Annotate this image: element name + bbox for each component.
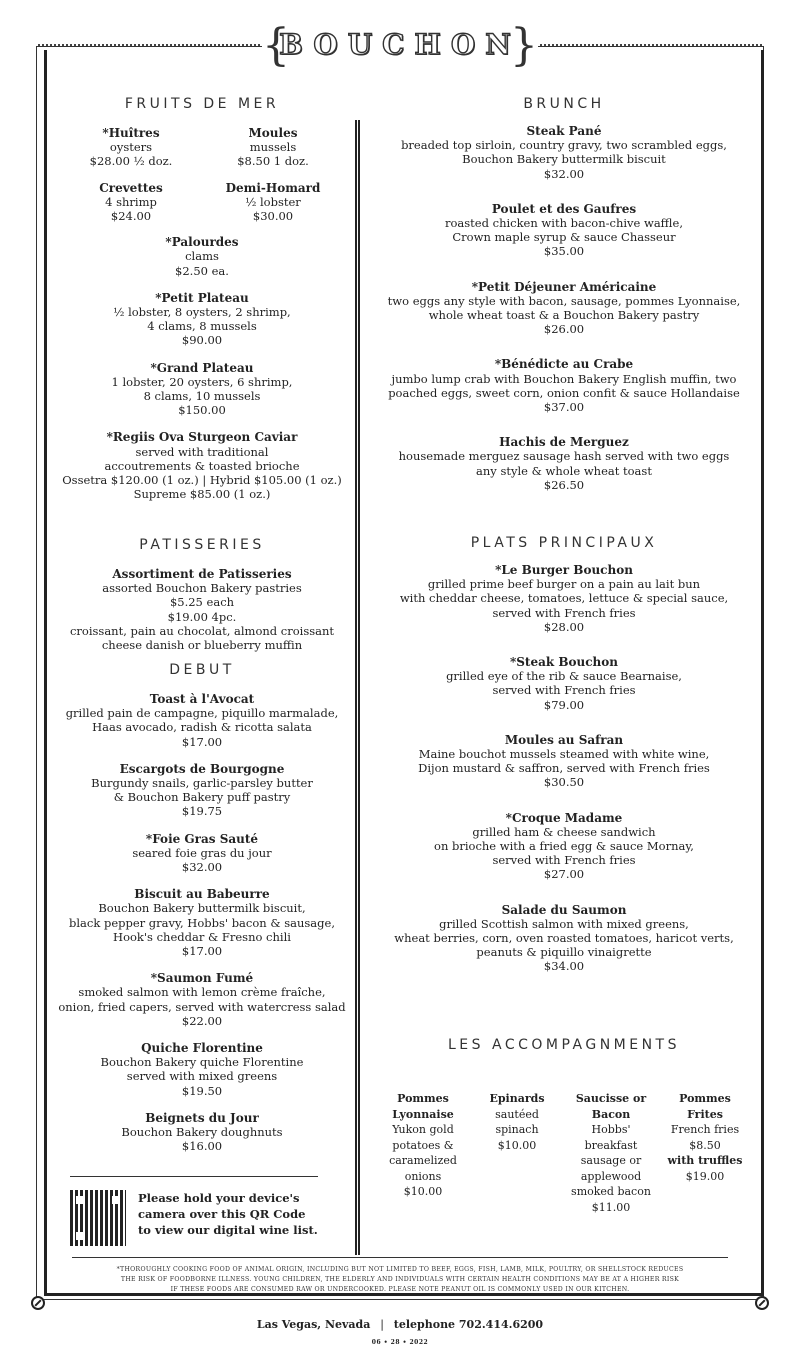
- menu-item-detail: grilled pain de campagne, piquillo marmalade,: [65, 706, 339, 721]
- menu-item-detail: 1 lobster, 20 oysters, 6 shrimp,: [111, 374, 293, 389]
- side-dish-detail: $10.00: [497, 1138, 537, 1152]
- side-dish-detail: caramelized: [389, 1154, 457, 1167]
- menu-item-detail: $27.00: [543, 867, 585, 882]
- footer-phone[interactable]: telephone 702.414.6200: [393, 1318, 544, 1331]
- menu-item-name: Demi-Homard: [225, 180, 321, 195]
- menu-item-name: Beignets du Jour: [145, 1110, 259, 1125]
- fruits-de-mer-items: [54, 235, 350, 501]
- menu-item-detail: $90.00: [181, 333, 223, 348]
- side-dish-detail: sausage or: [580, 1154, 642, 1167]
- menu-item-name: Escargots de Bourgogne: [119, 761, 285, 776]
- menu-item-detail: $28.00 ½ doz.: [89, 154, 173, 169]
- debut-section: [54, 662, 350, 1166]
- menu-item-detail: Maine bouchot mussels steamed with white wine,: [418, 747, 710, 762]
- menu-item-detail: two eggs any style with bacon, sausage, pommes Lyonnaise,: [387, 293, 741, 308]
- top-dotted-rule-right: [536, 44, 762, 46]
- footer-separator: |: [380, 1318, 384, 1331]
- corner-ornament-right: [755, 1296, 769, 1310]
- menu-item-detail: ½ lobster: [245, 194, 301, 209]
- menu-item-name: Quiche Florentine: [141, 1041, 263, 1056]
- menu-item: [54, 762, 350, 819]
- menu-item: [374, 563, 754, 634]
- menu-title-block: [262, 22, 538, 72]
- right-brace-ornament: }: [510, 20, 538, 71]
- menu-item-detail: $17.00: [181, 734, 223, 749]
- menu-item-pair: [54, 181, 350, 224]
- menu-item-name: Salade du Saumon: [501, 902, 627, 917]
- fruits-de-mer-pairs: [54, 126, 350, 223]
- menu-item-detail: peanuts & piquillo vinaigrette: [476, 945, 652, 960]
- side-dish-detail: spinach: [495, 1123, 539, 1136]
- menu-item-detail: $26.50: [543, 477, 585, 492]
- side-dish-extra: with truffles: [667, 1154, 743, 1167]
- section-heading-brunch: BRUNCH: [523, 96, 605, 112]
- menu-item-detail: Bouchon Bakery quiche Florentine: [100, 1055, 304, 1070]
- menu-item-detail: 8 clams, 10 mussels: [143, 389, 261, 404]
- qr-code-icon[interactable]: [70, 1190, 126, 1246]
- qr-text-line: camera over this QR Code: [138, 1207, 306, 1221]
- menu-item-detail: black pepper gravy, Hobbs' bacon & sausage,: [69, 915, 335, 930]
- menu-item-name: *Huîtres: [102, 126, 160, 140]
- side-dish-detail: Yukon gold: [392, 1123, 454, 1136]
- menu-item: [374, 903, 754, 974]
- menu-item-detail: $19.75: [181, 804, 223, 819]
- menu-item-detail: $5.25 each: [169, 595, 235, 610]
- menu-item: [374, 655, 754, 712]
- side-dish-detail: French fries: [670, 1123, 740, 1136]
- menu-item: [218, 126, 328, 169]
- menu-item-name: *Petit Déjeuner Américaine: [471, 279, 657, 294]
- menu-item-detail: $19.00 4pc.: [167, 609, 237, 624]
- menu-item: [54, 692, 350, 749]
- menu-item-detail: Burgundy snails, garlic-parsley butter: [91, 776, 313, 791]
- menu-item: [374, 357, 754, 414]
- side-dish-detail: $8.50: [689, 1138, 721, 1152]
- side-dish-name: Pommes: [397, 1092, 449, 1105]
- disclaimer-line: *THOROUGHLY COOKING FOOD OF ANIMAL ORIGIN, INCLUDING BUT NOT LIMITED TO BEEF, EGGS, FISH, LAMB, MILK, POULTRY, OR SHELLSTOCK REDUCES: [116, 1266, 684, 1273]
- menu-item-detail: jumbo lump crab with Bouchon Bakery English muffin, two: [391, 371, 737, 386]
- menu-item-detail: Hook's cheddar & Fresno chili: [113, 929, 291, 944]
- menu-item-detail: $24.00: [110, 209, 152, 224]
- disclaimer-line: THE RISK OF FOODBORNE ILLNESS. YOUNG CHILDREN, THE ELDERLY AND INDIVIDUALS WITH CERTAIN HEALTH CONDITIONS MAY BE AT A HIGHER RISK: [120, 1275, 680, 1283]
- menu-item-detail: $32.00: [181, 860, 223, 875]
- menu-item-detail: Crown maple syrup & sauce Chasseur: [452, 230, 676, 245]
- side-dish-name: Lyonnaise: [392, 1107, 454, 1121]
- menu-item-detail: onion, fried capers, served with watercress salad: [58, 999, 346, 1014]
- side-dish-detail: applewood: [580, 1169, 642, 1183]
- menu-item-detail: $2.50 ea.: [175, 263, 229, 278]
- menu-item-detail: wheat berries, corn, oven roasted tomatoes, haricot verts,: [394, 931, 734, 946]
- menu-item-detail: ½ lobster, 8 oysters, 2 shrimp,: [113, 305, 291, 320]
- side-dish-detail: onions: [404, 1169, 442, 1183]
- menu-item-detail: Haas avocado, radish & ricotta salata: [92, 720, 312, 735]
- menu-item-detail: served with French fries: [492, 605, 636, 620]
- menu-item: [54, 971, 350, 1028]
- menu-item-detail: Supreme $85.00 (1 oz.): [133, 487, 271, 502]
- menu-item-detail: $8.50 1 doz.: [237, 154, 309, 169]
- disclaimer-line: IF THESE FOODS ARE CONSUMED RAW OR UNDERCOOKED. PLEASE NOTE PEANUT OIL IS COMMONLY USED IN OUR KITCHEN.: [170, 1285, 630, 1293]
- top-dotted-rule-left: [38, 44, 264, 46]
- menu-item-detail: Dijon mustard & saffron, served with French fries: [418, 761, 710, 776]
- side-dish: [662, 1091, 748, 1215]
- restaurant-title: BOUCHON: [279, 28, 521, 61]
- menu-item-detail: served with mixed greens: [126, 1069, 278, 1084]
- footer-location: Las Vegas, Nevada: [256, 1318, 371, 1331]
- menu-item: [76, 126, 186, 169]
- menu-item-detail: $17.00: [181, 944, 223, 959]
- menu-item-detail: $37.00: [543, 400, 585, 415]
- menu-item-detail: $28.00: [543, 619, 585, 634]
- section-heading-accompagnments: LES ACCOMPAGNMENTS: [448, 1037, 680, 1053]
- plats-section: [374, 535, 754, 995]
- menu-item-detail: Bouchon Bakery buttermilk biscuit: [462, 152, 666, 167]
- menu-item: [374, 733, 754, 790]
- menu-item-detail: with cheddar cheese, tomatoes, lettuce & special sauce,: [399, 591, 729, 606]
- menu-item-detail: $26.00: [543, 322, 585, 337]
- plats-items: [374, 563, 754, 974]
- section-heading-debut: DEBUT: [169, 662, 235, 678]
- right-column: [374, 96, 754, 513]
- menu-item: [54, 832, 350, 875]
- menu-item-detail: Bouchon Bakery doughnuts: [121, 1125, 283, 1140]
- menu-item-name: *Petit Plateau: [155, 290, 249, 305]
- menu-item-name: Crevettes: [99, 180, 163, 195]
- menu-item: [54, 235, 350, 278]
- menu-item: [54, 887, 350, 958]
- left-column: [54, 96, 350, 514]
- menu-item-detail: grilled ham & cheese sandwich: [472, 824, 656, 839]
- menu-item: [54, 1111, 350, 1154]
- menu-item-detail: 4 shrimp: [105, 194, 157, 209]
- column-divider: [355, 120, 360, 1255]
- side-dish: [568, 1091, 654, 1215]
- side-dish-detail: breakfast: [584, 1138, 638, 1152]
- menu-item-detail: $35.00: [543, 244, 585, 259]
- menu-item: [218, 181, 328, 224]
- menu-item-detail: seared foie gras du jour: [132, 845, 272, 860]
- menu-item-detail: grilled prime beef burger on a pain au lait bun: [427, 577, 701, 592]
- menu-item-name: *Grand Plateau: [150, 360, 254, 375]
- menu-item-detail: on brioche with a fried egg & sauce Mornay,: [434, 839, 694, 854]
- menu-item-detail: $30.50: [543, 775, 585, 790]
- menu-item: [54, 567, 350, 652]
- section-heading-patisseries: PATISSERIES: [139, 537, 265, 553]
- menu-item-name: *Steak Bouchon: [509, 655, 619, 670]
- menu-item: [374, 202, 754, 259]
- menu-item-pair: [54, 126, 350, 169]
- footer-date: 06 • 28 • 2022: [371, 1339, 429, 1346]
- accompagnments-section: [374, 1037, 754, 1215]
- side-dish-name: Frites: [687, 1107, 723, 1121]
- menu-item-detail: mussels: [249, 140, 297, 155]
- qr-text-line: Please hold your device's: [138, 1191, 300, 1205]
- menu-item-detail: $34.00: [543, 959, 585, 974]
- menu-item: [374, 124, 754, 181]
- side-dish-name: Pommes: [679, 1092, 731, 1105]
- menu-item-detail: $30.00: [252, 209, 294, 224]
- menu-item-detail: any style & whole wheat toast: [476, 463, 652, 478]
- side-dish-detail: potatoes &: [392, 1138, 454, 1152]
- menu-item-detail: $79.00: [543, 697, 585, 712]
- menu-item: [374, 435, 754, 492]
- menu-item-detail: poached eggs, sweet corn, onion confit & sauce Hollandaise: [388, 385, 740, 400]
- menu-item-detail: oysters: [109, 140, 153, 155]
- menu-item-name: Hachis de Merguez: [499, 435, 629, 450]
- side-dish-detail: smoked bacon: [571, 1185, 651, 1198]
- menu-item-name: *Regiis Ova Sturgeon Caviar: [106, 430, 298, 445]
- qr-divider: [70, 1176, 318, 1177]
- side-dish: [474, 1091, 560, 1215]
- menu-item-detail: $22.00: [181, 1013, 223, 1028]
- side-dish-name: Epinards: [489, 1092, 545, 1105]
- brunch-items: [374, 124, 754, 492]
- side-dish: [380, 1091, 466, 1215]
- wine-list-qr-block: [70, 1178, 320, 1248]
- patisseries-items: [54, 567, 350, 652]
- menu-item-detail: accoutrements & toasted brioche: [104, 458, 300, 473]
- menu-item-detail: assorted Bouchon Bakery pastries: [102, 581, 302, 596]
- menu-item-detail: smoked salmon with lemon crème fraîche,: [78, 985, 326, 1000]
- side-dish-detail: Hobbs': [591, 1123, 631, 1136]
- menu-item-name: Steak Pané: [526, 124, 602, 138]
- menu-item-detail: 4 clams, 8 mussels: [147, 319, 257, 334]
- menu-item-detail: whole wheat toast & a Bouchon Bakery pastry: [428, 308, 700, 323]
- menu-item-detail: served with French fries: [492, 683, 636, 698]
- menu-item-detail: $150.00: [178, 403, 226, 418]
- menu-item-detail: Ossetra $120.00 (1 oz.) | Hybrid $105.00 (1 oz.): [62, 473, 342, 488]
- menu-item-name: Assortiment de Patisseries: [112, 567, 292, 581]
- side-dish-detail: $10.00: [403, 1185, 443, 1198]
- menu-item-name: Moules: [248, 126, 298, 140]
- menu-item-name: *Croque Madame: [505, 810, 623, 825]
- menu-item-detail: Bouchon Bakery buttermilk biscuit,: [98, 901, 306, 916]
- menu-item-name: Moules au Safran: [504, 732, 624, 747]
- menu-item: [374, 811, 754, 882]
- menu-item-name: Biscuit au Babeurre: [134, 887, 270, 902]
- side-dish-detail: sautéed: [495, 1107, 539, 1121]
- menu-item-name: Toast à l'Avocat: [149, 692, 255, 706]
- menu-item: [54, 361, 350, 418]
- menu-item-detail: housemade merguez sausage hash served with two eggs: [398, 449, 730, 464]
- menu-item-name: *Saumon Fumé: [150, 971, 254, 986]
- menu-item-detail: $32.00: [543, 166, 585, 181]
- corner-ornament-left: [31, 1296, 45, 1310]
- side-dish-name: Bacon: [591, 1107, 631, 1121]
- menu-item-detail: roasted chicken with bacon-chive waffle,: [445, 216, 683, 231]
- side-dish-extra-price: $19.00: [685, 1169, 725, 1183]
- footer-contact: [0, 1318, 800, 1331]
- menu-item-detail: served with traditional: [135, 444, 269, 459]
- menu-item-detail: croissant, pain au chocolat, almond croissant: [69, 623, 335, 638]
- menu-item-name: *Foie Gras Sauté: [145, 831, 259, 846]
- side-dish-detail: $11.00: [591, 1200, 631, 1214]
- menu-item-detail: $19.50: [181, 1083, 223, 1098]
- menu-item-detail: breaded top sirloin, country gravy, two scrambled eggs,: [401, 138, 727, 153]
- menu-item: [374, 280, 754, 337]
- menu-item-detail: served with French fries: [492, 853, 636, 868]
- left-brace-ornament: {: [262, 20, 290, 71]
- side-dish-name: Saucisse or: [575, 1092, 647, 1105]
- menu-item: [54, 430, 350, 501]
- menu-item-detail: cheese danish or blueberry muffin: [101, 638, 303, 653]
- menu-item-detail: & Bouchon Bakery puff pastry: [113, 790, 291, 805]
- menu-item-name: Poulet et des Gaufres: [491, 201, 637, 216]
- menu-item-detail: grilled eye of the rib & sauce Bearnaise,: [446, 669, 682, 684]
- menu-item: [54, 291, 350, 348]
- food-safety-disclaimer: [80, 1265, 720, 1294]
- menu-item: [76, 181, 186, 224]
- section-heading-plats-principaux: PLATS PRINCIPAUX: [470, 535, 658, 551]
- menu-item-name: *Le Burger Bouchon: [495, 563, 633, 577]
- menu-item-name: *Palourdes: [165, 235, 239, 250]
- menu-item-name: *Bénédicte au Crabe: [494, 357, 634, 372]
- menu-item: [54, 1041, 350, 1098]
- disclaimer-divider: [72, 1257, 728, 1258]
- menu-item-detail: clams: [185, 249, 219, 264]
- debut-items: [54, 692, 350, 1153]
- menu-item-detail: $16.00: [181, 1139, 223, 1154]
- qr-instructions: [138, 1190, 328, 1238]
- menu-item-detail: grilled Scottish salmon with mixed greens,: [439, 916, 689, 931]
- qr-text-line: to view our digital wine list.: [138, 1223, 318, 1237]
- patisseries-section: [54, 537, 350, 652]
- side-dishes: [374, 1091, 754, 1215]
- section-heading-fruits-de-mer: FRUITS DE MER: [124, 96, 280, 112]
